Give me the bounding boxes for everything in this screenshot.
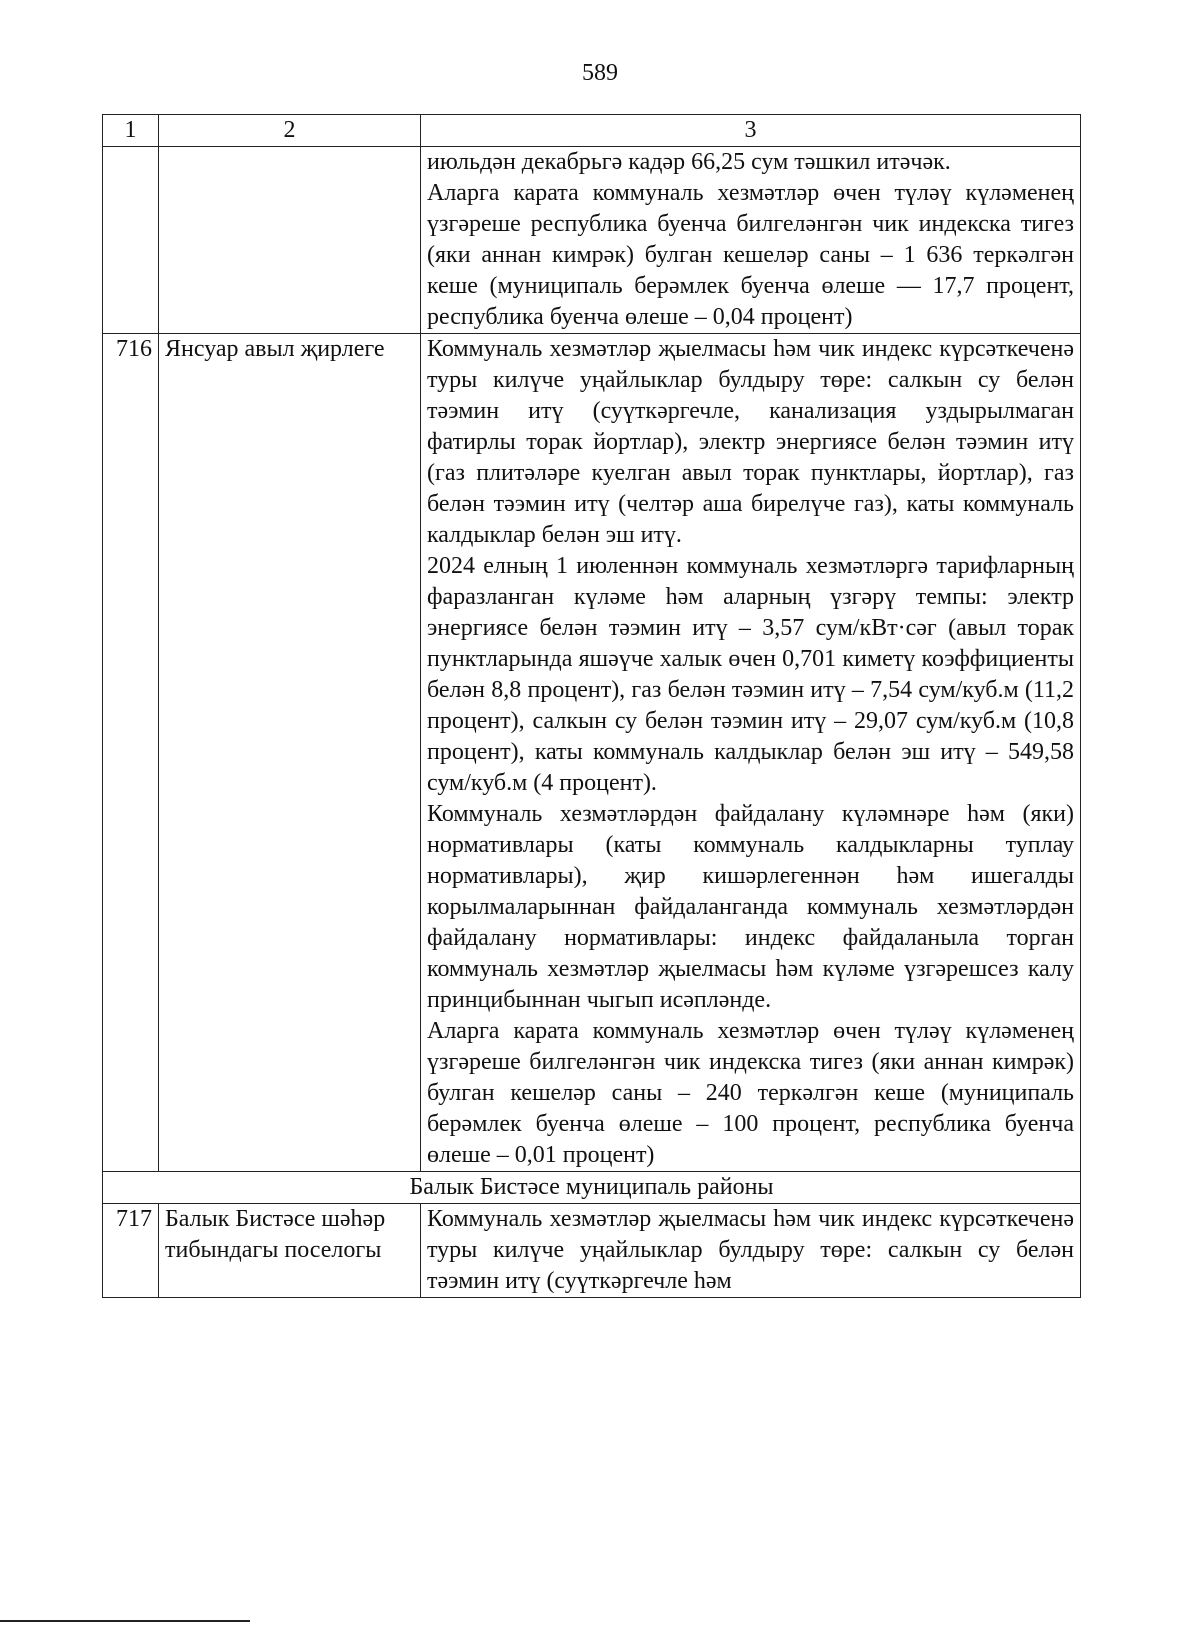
- description-paragraph: Коммуналь хезмәтләрдән файдалану күләмнәре һәм (яки) нормативлары (каты коммуналь калдыкларны туплау нормативлары), җир кишәрлегеннән һәм ишегалды корылмаларыннан файдаланганда коммуналь хезмәтләрдән файдалану нормативлары: индекс файдаланыла торган коммуналь хезмәтләр җыелмасы һәм күләме үзгәрешсез калу принцибыннан чыгып исәпләнде.: [427, 801, 1074, 1013]
- row-description: [421, 1204, 1081, 1298]
- description-paragraph: Аларга карата коммуналь хезмәтләр өчен түләү күләменең үзгәреше билгеләнгән чик индекска тигез (яки аннан кимрәк) булган кешеләр саны – 240 теркәлгән кеше (муниципаль берәмлек буенча өлеше – 100 процент, республика буенча өлеше – 0,01 процент): [427, 1018, 1074, 1168]
- table-row: [103, 1204, 1081, 1298]
- document-table: [102, 114, 1081, 1298]
- row-number: 717: [103, 1204, 159, 1298]
- row-description: [421, 334, 1081, 1172]
- description-paragraph: 2024 елның 1 июленнән коммуналь хезмәтләргә тарифларның фаразланган күләме һәм аларның үзгәрү темпы: электр энергиясе белән тәэмин итү – 3,57 сум/кВт·сәг (авыл торак пунктларында яшәүче халык өчен 0,701 киметү коэффициенты белән 8,8 процент), газ белән тәэмин итү – 7,54 сум/куб.м (11,2 процент), салкын су белән тәэмин итү – 29,07 сум/куб.м (10,8 процент), каты коммуналь калдыклар белән эш итү – 549,58 сум/куб.м (4 процент).: [427, 553, 1074, 796]
- header-col-3: 3: [421, 115, 1081, 147]
- row-municipality: Янсуар авыл җирлеге: [159, 334, 421, 1172]
- description-paragraph: Коммуналь хезмәтләр җыелмасы һәм чик индекс күрсәткеченә туры килүче уңайлыклар булдыру төре: салкын су белән тәэмин итү (суүткәргечле һәм: [427, 1206, 1074, 1294]
- row-number: 716: [103, 334, 159, 1172]
- table-row: [103, 147, 1081, 334]
- description-paragraph: июльдән декабрьгә кадәр 66,25 сум тәшкил итәчәк.: [427, 149, 951, 175]
- row-description: [421, 147, 1081, 334]
- row-number: [103, 147, 159, 334]
- table-header-row: [103, 115, 1081, 147]
- table-row: [103, 334, 1081, 1172]
- description-paragraph: Аларга карата коммуналь хезмәтләр өчен түләү күләменең үзгәреше республика буенча билгеләнгән чик индекска тигез (яки аннан кимрәк) булган кешеләр саны – 1 636 теркәлгән кеше (муниципаль берәмлек буенча өлеше — 17,7 процент, республика буенча өлеше – 0,04 процент): [427, 180, 1074, 330]
- header-col-1: 1: [103, 115, 159, 147]
- section-header-row: [103, 1172, 1081, 1204]
- row-municipality: Балык Бистәсе шәһәр тибындагы поселогы: [159, 1204, 421, 1298]
- row-municipality: [159, 147, 421, 334]
- page-number: 589: [582, 60, 618, 86]
- description-paragraph: Коммуналь хезмәтләр җыелмасы һәм чик индекс күрсәткеченә туры килүче уңайлыклар булдыру төре: салкын су белән тәэмин итү (суүткәргечле, канализация уздырылмаган фатирлы торак йортлар), электр энергиясе белән тәэмин итү (газ плитәләре куелган авыл торак пунктлары, йортлар), газ белән тәэмин итү (челтәр аша бирелүче газ), каты коммуналь калдыклар белән эш итү.: [427, 336, 1074, 548]
- header-col-2: 2: [159, 115, 421, 147]
- section-title: Балык Бистәсе муниципаль районы: [103, 1172, 1081, 1204]
- footnote-divider: [0, 1620, 250, 1622]
